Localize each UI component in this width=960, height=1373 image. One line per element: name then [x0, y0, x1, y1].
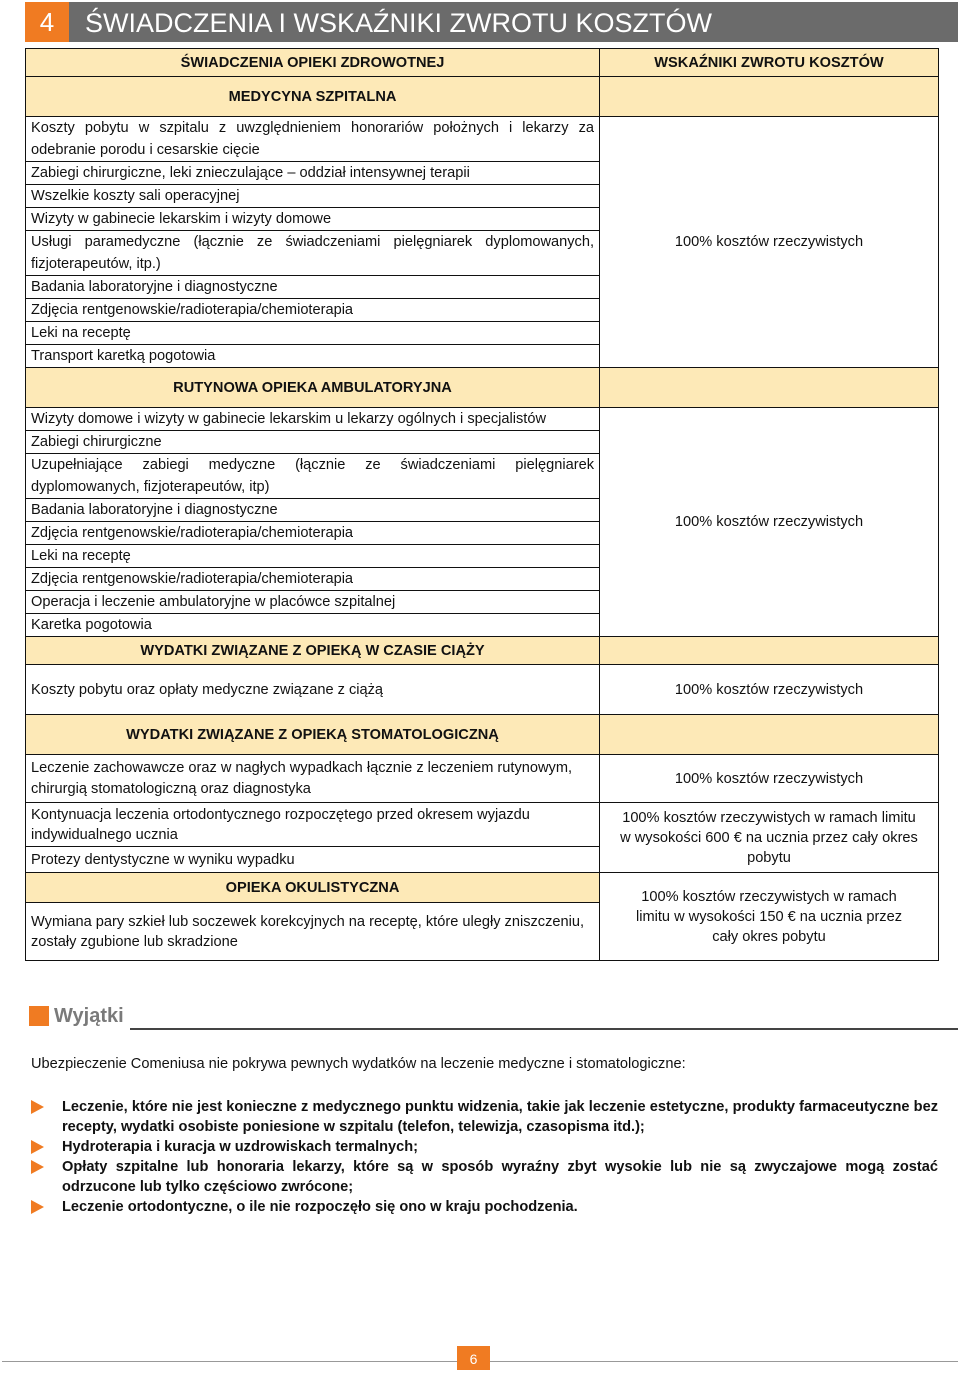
list-item: Leczenie zachowawcze oraz w nagłych wypadkach łącznie z leczeniem rutynowym, chirurgią stomatologiczną oraz diagnostyka — [26, 755, 600, 803]
group-header-optical: OPIEKA OKULISTYCZNA — [26, 873, 600, 903]
exceptions-title: Wyjątki — [54, 1005, 124, 1027]
rate-pregnancy: 100% kosztów rzeczywistych — [600, 665, 939, 715]
group-header-dental: WYDATKI ZWIĄZANE Z OPIEKĄ STOMATOLOGICZNĄ — [26, 715, 600, 755]
rate-hospital: 100% kosztów rzeczywistych — [600, 117, 939, 368]
list-item: Badania laboratoryjne i diagnostyczne — [26, 499, 599, 522]
group-items-ambulatory — [26, 408, 600, 637]
section-header — [25, 2, 958, 42]
rate-dental-1: 100% kosztów rzeczywistych — [600, 755, 939, 803]
list-item: Opłaty szpitalne lub honoraria lekarzy, które są w sposób wyraźny zbyt wysokie lub nie są zwyczajowe mogą zostać odrzucone lub tylko częściowo zwrócone; — [31, 1157, 938, 1197]
group-header-pregnancy: WYDATKI ZWIĄZANE Z OPIEKĄ W CZASIE CIĄŻY — [26, 637, 600, 665]
list-item: Wszelkie koszty sali operacyjnej — [26, 185, 599, 208]
group-header-blank — [600, 637, 939, 665]
list-item: Leczenie, które nie jest konieczne z medycznego punktu widzenia, takie jak leczenie estetyczne, produkty farmaceutyczne bez recepty, wydatki osobiste poniesione w szpitalu (telefon, telewizja, czasopisma itd.); — [31, 1097, 938, 1137]
list-item: Transport karetką pogotowia — [31, 348, 216, 364]
col-header-rates: WSKAŹNIKI ZWROTU KOSZTÓW — [600, 49, 939, 77]
rate-optical: 100% kosztów rzeczywistych w ramach limitu w wysokości 150 € na ucznia przez cały okres pobytu — [600, 873, 939, 961]
list-item: Operacja i leczenie ambulatoryjne w placówce szpitalnej — [26, 591, 599, 614]
group-items-hospital — [26, 117, 600, 368]
rate-dental-2: 100% kosztów rzeczywistych w ramach limitu w wysokości 600 € na ucznia przez cały okres pobytu — [600, 803, 939, 873]
section-title: ŚWIADCZENIA I WSKAŹNIKI ZWROTU KOSZTÓW — [85, 8, 712, 38]
group-header-ambulatory: RUTYNOWA OPIEKA AMBULATORYJNA — [26, 368, 600, 408]
list-item: Zdjęcia rentgenowskie/radioterapia/chemioterapia — [26, 568, 599, 591]
list-item: Uzupełniające zabiegi medyczne (łącznie ze świadczeniami pielęgniarek dyplomowanych, fizjoterapeutów, itp) — [26, 454, 599, 499]
bullet-triangle-icon — [31, 1100, 44, 1114]
list-item: Leki na receptę — [26, 322, 599, 345]
list-item: Zabiegi chirurgiczne — [26, 431, 599, 454]
group-header-blank — [600, 368, 939, 408]
list-item: Wizyty w gabinecie lekarskim i wizyty domowe — [26, 208, 599, 231]
group-header-hospital: MEDYCYNA SZPITALNA — [26, 77, 600, 117]
exceptions-rule — [130, 1028, 958, 1030]
page-number: 6 — [457, 1346, 490, 1370]
exceptions-intro: Ubezpieczenie Comeniusa nie pokrywa pewnych wydatków na leczenie medyczne i stomatologiczne: — [31, 1056, 686, 1072]
group-header-blank — [600, 715, 939, 755]
list-item: Karetka pogotowia — [31, 617, 152, 633]
group-header-blank — [600, 77, 939, 117]
list-item: Zabiegi chirurgiczne, leki znieczulające – oddział intensywnej terapii — [26, 162, 599, 185]
list-item: Koszty pobytu w szpitalu z uwzględnieniem honorariów położnych i lekarzy za odebranie porodu i cesarskie cięcie — [26, 117, 599, 162]
benefits-table — [25, 48, 939, 961]
list-item: Usługi paramedyczne (łącznie ze świadczeniami pielęgniarek dyplomowanych, fizjoterapeutów, itp.) — [26, 231, 599, 276]
col-header-benefits: ŚWIADCZENIA OPIEKI ZDROWOTNEJ — [26, 49, 600, 77]
list-item: Leczenie ortodontyczne, o ile nie rozpoczęło się ono w kraju pochodzenia. — [31, 1197, 938, 1217]
rate-ambulatory: 100% kosztów rzeczywistych — [600, 408, 939, 637]
list-item: Kontynuacja leczenia ortodontycznego rozpoczętego przed okresem wyjazdu indywidualnego ucznia — [26, 803, 600, 847]
list-item: Protezy dentystyczne w wyniku wypadku — [26, 847, 600, 873]
exceptions-marker — [29, 1006, 49, 1026]
list-item: Leki na receptę — [26, 545, 599, 568]
list-item: Wymiana pary szkieł lub soczewek korekcyjnych na receptę, które uległy zniszczeniu, zostały zgubione lub skradzione — [26, 903, 600, 961]
bullet-triangle-icon — [31, 1140, 44, 1154]
list-item: Hydroterapia i kuracja w uzdrowiskach termalnych; — [31, 1137, 938, 1157]
bullet-triangle-icon — [31, 1200, 44, 1214]
section-number: 4 — [25, 2, 69, 42]
list-item: Badania laboratoryjne i diagnostyczne — [26, 276, 599, 299]
exceptions-list — [31, 1097, 938, 1217]
list-item: Koszty pobytu oraz opłaty medyczne związane z ciążą — [26, 665, 600, 715]
bullet-triangle-icon — [31, 1160, 44, 1174]
list-item: Zdjęcia rentgenowskie/radioterapia/chemioterapia — [26, 299, 599, 322]
list-item: Zdjęcia rentgenowskie/radioterapia/chemioterapia — [26, 522, 599, 545]
list-item: Wizyty domowe i wizyty w gabinecie lekarskim u lekarzy ogólnych i specjalistów — [26, 408, 599, 431]
